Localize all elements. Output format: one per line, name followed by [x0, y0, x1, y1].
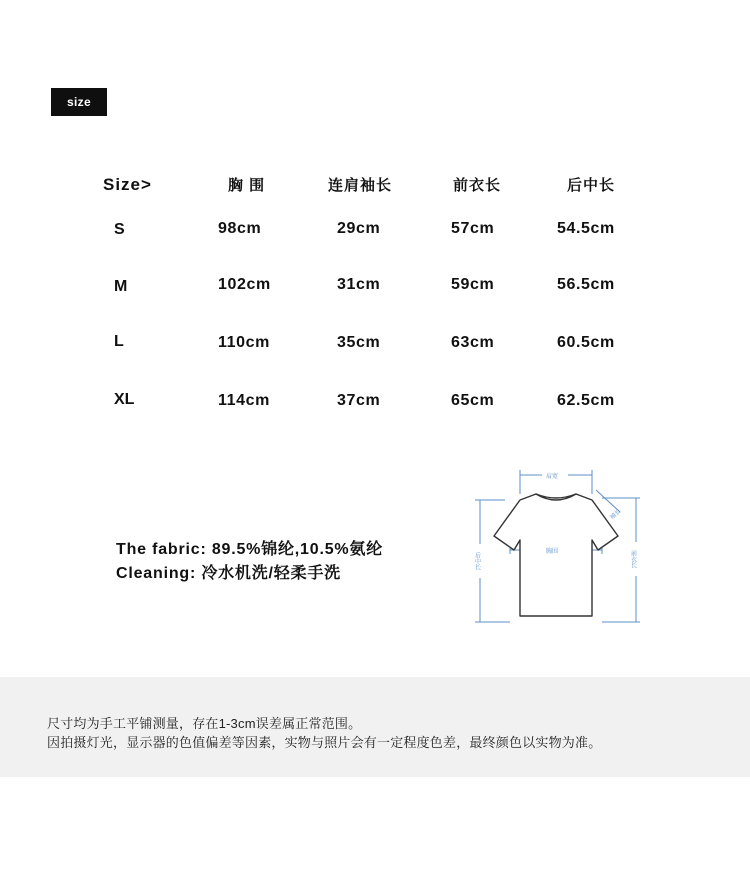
row-size: XL — [114, 391, 135, 408]
row-chest: 110cm — [218, 334, 270, 351]
color-note: 因拍摄灯光，显示器的色值偏差等因素，实物与照片会有一定程度色差，最终颜色以实物为准。 — [47, 735, 602, 750]
row-front-length: 57cm — [451, 220, 495, 237]
chest-label: 胸围 — [546, 548, 559, 555]
front-length-label: 前衣长 — [629, 550, 637, 568]
header-front-length: 前衣长 — [453, 177, 502, 194]
row-back-length: 54.5cm — [557, 220, 615, 237]
row-chest: 114cm — [218, 392, 270, 409]
shoulder-label: 肩宽 — [546, 473, 559, 480]
row-back-length: 60.5cm — [557, 334, 615, 351]
fabric-composition: The fabric: 89.5%锦纶,10.5%氨纶 — [116, 541, 384, 558]
row-back-length: 62.5cm — [557, 392, 615, 409]
row-size: L — [114, 333, 124, 350]
measurement-note: 尺寸均为手工平铺测量，存在1-3cm误差属正常范围。 — [47, 716, 362, 731]
sleeve-label: 袖长 — [608, 507, 623, 521]
row-front-length: 63cm — [451, 334, 495, 351]
header-sleeve: 连肩袖长 — [328, 177, 393, 194]
row-sleeve: 35cm — [337, 334, 381, 351]
cleaning-instructions: Cleaning: 冷水机洗/轻柔手洗 — [116, 565, 341, 582]
row-front-length: 65cm — [451, 392, 495, 409]
row-sleeve: 29cm — [337, 220, 381, 237]
row-size: M — [114, 278, 128, 295]
row-chest: 98cm — [218, 220, 262, 237]
row-size: S — [114, 221, 125, 238]
row-sleeve: 37cm — [337, 392, 381, 409]
row-back-length: 56.5cm — [557, 276, 615, 293]
row-chest: 102cm — [218, 276, 271, 293]
header-size: Size> — [103, 175, 152, 194]
tshirt-measurement-diagram — [470, 466, 650, 626]
back-length-label: 后中长 — [473, 552, 481, 570]
disclaimer-section — [0, 677, 750, 777]
row-sleeve: 31cm — [337, 276, 381, 293]
size-badge: size — [51, 88, 107, 116]
header-back-length: 后中长 — [567, 177, 616, 194]
row-front-length: 59cm — [451, 276, 495, 293]
header-chest: 胸 围 — [228, 177, 266, 194]
